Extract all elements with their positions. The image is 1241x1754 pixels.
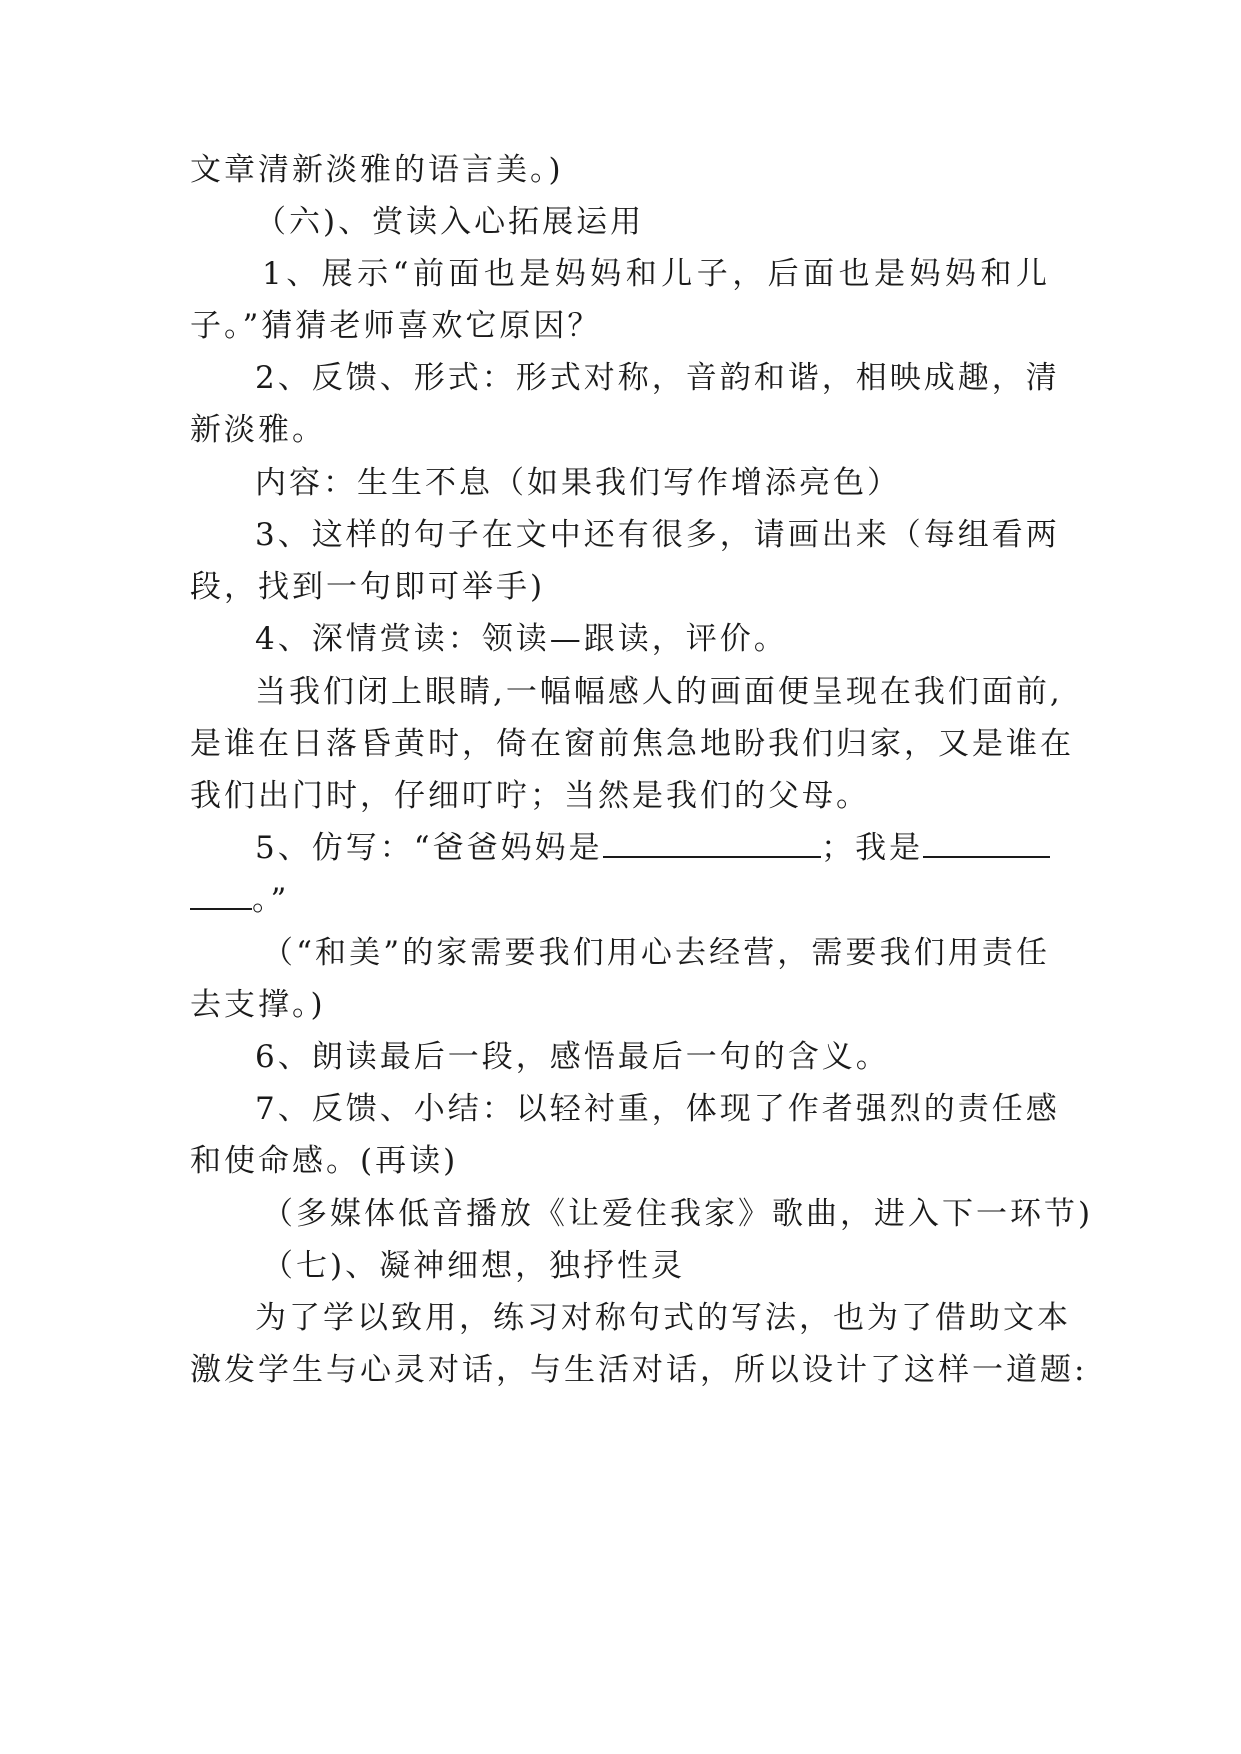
paragraph-line: 是谁在日落昏黄时，倚在窗前焦急地盼我们归家，又是谁在 <box>190 726 1074 762</box>
paragraph-line: 2、反馈、形式：形式对称，音韵和谐，相映成趣，清 <box>255 360 1060 396</box>
paragraph-line: 去支撑。) <box>190 987 326 1023</box>
fill-in-suffix: 。” <box>252 882 290 918</box>
paragraph-line: 为了学以致用，练习对称句式的写法，也为了借助文本 <box>255 1300 1071 1336</box>
paragraph-line: 6、朗读最后一段，感悟最后一句的含义。 <box>255 1039 890 1075</box>
answer-blank-parents[interactable] <box>603 830 822 858</box>
paragraph-line: 子。”猜猜老师喜欢它原因？ <box>190 308 602 344</box>
section-heading: （六)、赏读入心拓展运用 <box>255 204 645 240</box>
paragraph-line: 3、这样的句子在文中还有很多，请画出来（每组看两 <box>255 517 1060 553</box>
paragraph-line: 4、深情赏读：领读—跟读，评价。 <box>255 621 788 657</box>
paragraph-line: 和使命感。(再读) <box>190 1143 459 1179</box>
paragraph-line: 段，找到一句即可举手) <box>190 569 546 605</box>
section-heading: （七)、凝神细想，独抒性灵 <box>262 1248 686 1284</box>
fill-in-middle: ；我是 <box>821 830 924 866</box>
fill-in-exercise-continued <box>190 880 1050 920</box>
paragraph-line: 内容：生生不息（如果我们写作增添亮色） <box>255 465 901 501</box>
paragraph-line: 我们出门时，仔细叮咛；当然是我们的父母。 <box>190 778 870 814</box>
fill-in-exercise <box>255 828 1050 868</box>
paragraph-line: 7、反馈、小结：以轻衬重，体现了作者强烈的责任感 <box>255 1091 1060 1127</box>
paragraph-line: 1、展示“前面也是妈妈和儿子，后面也是妈妈和儿 <box>262 256 1050 292</box>
fill-in-prefix: 5、仿写：“爸爸妈妈是 <box>255 830 603 866</box>
paragraph-line: （多媒体低音播放《让爱住我家》歌曲，进入下一环节) <box>262 1196 1094 1232</box>
answer-blank-self-continued[interactable] <box>190 882 252 910</box>
paragraph-line: 激发学生与心灵对话，与生活对话，所以设计了这样一道题: <box>190 1352 1088 1388</box>
paragraph-line: 当我们闭上眼睛,一幅幅感人的画面便呈现在我们面前, <box>255 674 1063 710</box>
paragraph-line: 文章清新淡雅的语言美。) <box>190 152 564 188</box>
answer-blank-self[interactable] <box>923 830 1050 858</box>
paragraph-line: 新淡雅。 <box>190 412 326 448</box>
paragraph-line: （“和美”的家需要我们用心去经营，需要我们用责任 <box>262 935 1050 971</box>
